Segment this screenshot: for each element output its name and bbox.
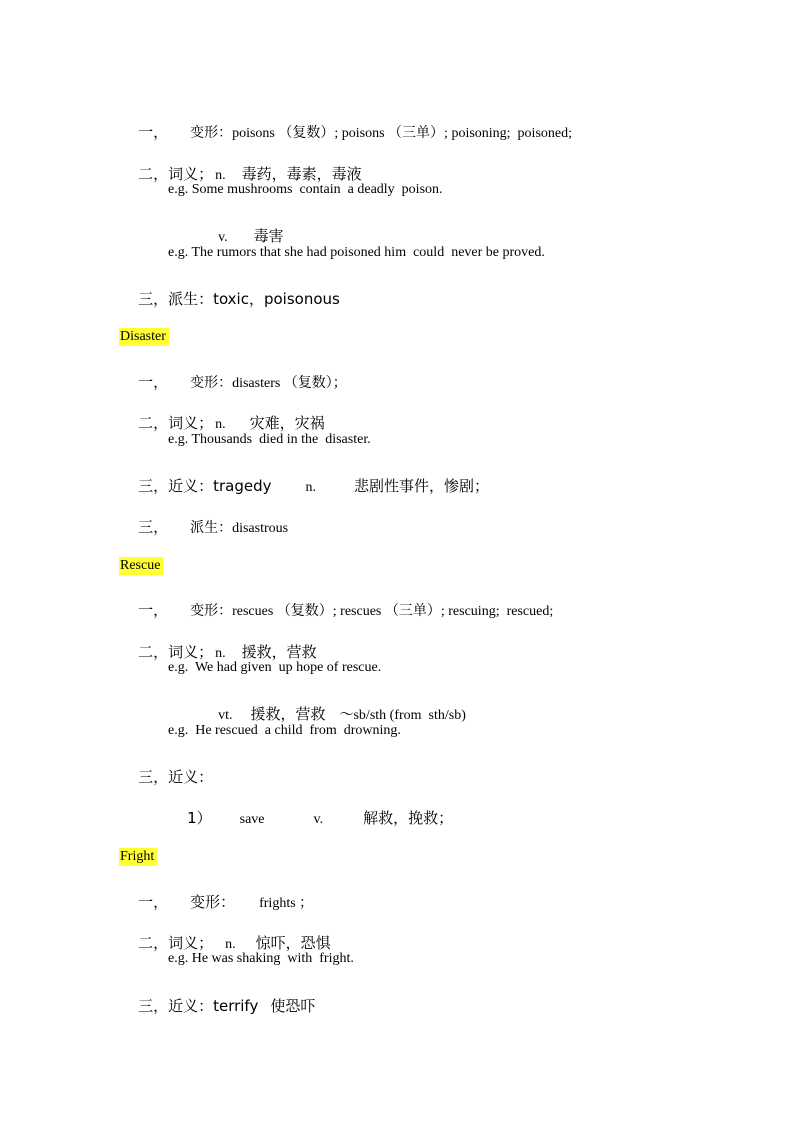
rescue-meaning-text: 援救，营救 — [241, 643, 317, 661]
fright-headword: Fright — [119, 848, 157, 866]
fright-forms-text: frights ； — [259, 896, 314, 911]
fright-synonym-meaning: 使恐吓 — [270, 997, 316, 1015]
poison-forms-line — [119, 110, 572, 156]
fright-meaning-text: 惊吓，恐惧 — [255, 934, 331, 952]
poison-forms-number: 一， — [138, 123, 169, 141]
rescue-verb-meaning: 援救，营救 — [250, 705, 326, 723]
rescue-example-1: e.g. We had given up hope of rescue. — [168, 660, 382, 675]
rescue-synonym-word: save — [239, 812, 265, 827]
fright-synonym-label: 三，近义：terrify — [138, 997, 259, 1015]
fright-meaning-label: 二，词义； — [138, 934, 214, 952]
rescue-meaning-pos: n. — [215, 646, 226, 661]
poison-example-2: e.g. The rumors that she had poisoned him could never be proved. — [168, 245, 545, 260]
rescue-synonym-number: 1） — [187, 809, 212, 827]
poison-verb-meaning: 毒害 — [253, 227, 284, 245]
disaster-example: e.g. Thousands died in the disaster. — [168, 432, 371, 447]
disaster-synonym-label: 三，近义：tragedy — [138, 477, 272, 495]
fright-meaning-pos: n. — [225, 937, 236, 952]
disaster-headword: Disaster — [119, 328, 169, 346]
disaster-meaning-pos: n. — [215, 417, 226, 432]
rescue-headword: Rescue — [119, 557, 163, 575]
poison-meaning-label: 二，词义； — [138, 165, 214, 183]
disaster-forms-number: 一， — [138, 373, 169, 391]
poison-derived-text: 三，派生：toxic，poisonous — [138, 290, 340, 308]
rescue-forms-line — [119, 588, 553, 634]
rescue-meaning-label: 二，词义； — [138, 643, 214, 661]
poison-meaning-pos: n. — [215, 168, 226, 183]
poison-derived-line — [119, 277, 340, 322]
fright-forms-label: 变形： — [190, 893, 236, 911]
rescue-synonym-meaning: 解救，挽救； — [363, 809, 454, 827]
disaster-derived-line — [119, 505, 288, 551]
fright-example: e.g. He was shaking with fright. — [168, 951, 354, 966]
rescue-verb-pos: vt. — [218, 708, 233, 723]
rescue-verb-pattern: ～sb/sth (from sth/sb) — [339, 708, 466, 723]
rescue-forms-text: 变形：rescues （复数）; rescues （三单）; rescuing; rescued; — [190, 604, 554, 619]
disaster-meaning-text: 灾难，灾祸 — [249, 414, 325, 432]
fright-forms-line — [119, 880, 313, 926]
rescue-forms-number: 一， — [138, 601, 169, 619]
disaster-forms-line — [119, 360, 347, 406]
rescue-synonym-pos: v. — [313, 812, 324, 827]
disaster-synonym-line — [119, 464, 489, 510]
disaster-derived-number: 三， — [138, 518, 169, 536]
fright-synonym-line — [119, 984, 315, 1029]
disaster-forms-text: 变形：disasters （复数）； — [190, 376, 347, 391]
disaster-meaning-label: 二，词义； — [138, 414, 214, 432]
poison-meaning-text: 毒药，毒素，毒液 — [241, 165, 362, 183]
rescue-example-2: e.g. He rescued a child from drowning. — [168, 723, 401, 738]
poison-verb-pos: v. — [218, 230, 228, 245]
rescue-synonym-label: 三，近义： — [138, 768, 214, 786]
rescue-synonym-label-line — [119, 755, 213, 800]
disaster-synonym-meaning: 悲剧性事件，惨剧； — [353, 477, 489, 495]
disaster-derived-text: 派生：disastrous — [190, 521, 289, 536]
poison-example-1: e.g. Some mushrooms contain a deadly poison. — [168, 182, 443, 197]
poison-forms-text: 变形：poisons （复数）; poisons （三单）; poisoning; poisoned; — [190, 126, 573, 141]
fright-forms-number: 一， — [138, 893, 169, 911]
disaster-synonym-pos: n. — [305, 480, 316, 495]
rescue-synonym-item — [168, 796, 453, 842]
